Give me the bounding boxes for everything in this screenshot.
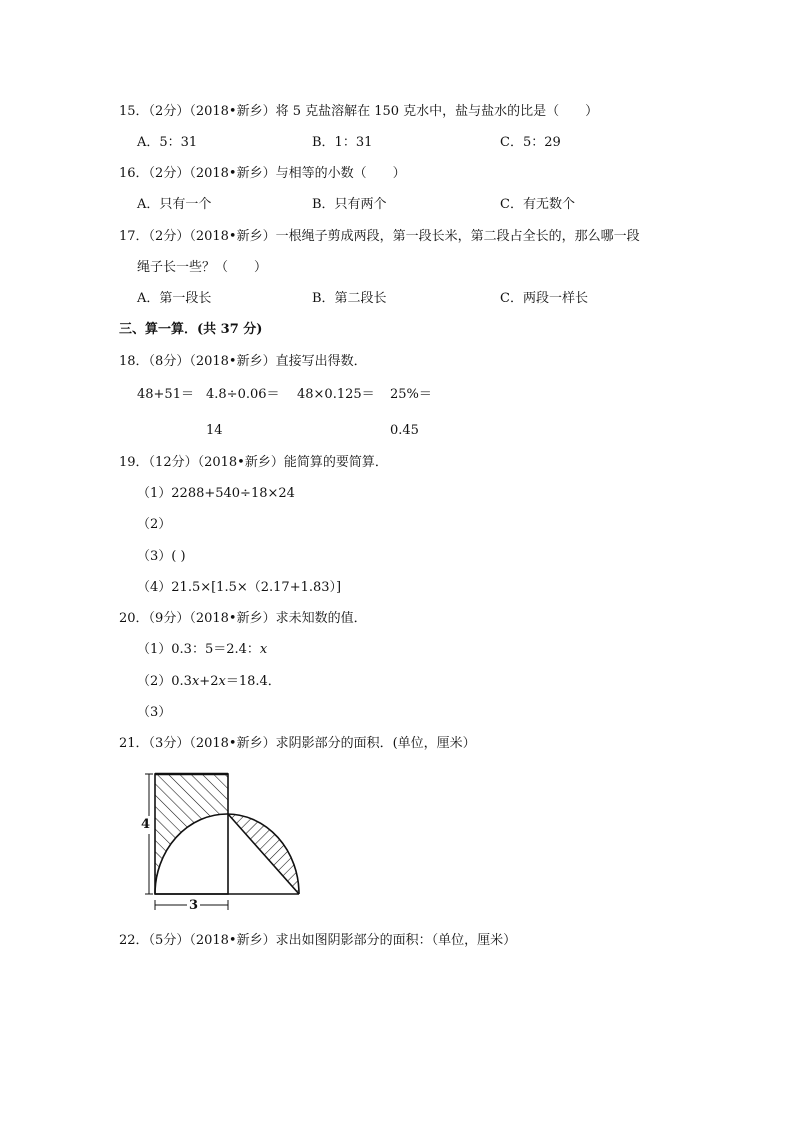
- q21-label-height: 4: [141, 817, 151, 832]
- q17-option-c: C．两段一样长: [500, 291, 588, 306]
- q15-option-b: B．1：31: [312, 135, 373, 150]
- question-20: 20．（9分）（2018•新乡）求未知数的值．: [119, 611, 367, 626]
- q21-shaded-left: [155, 774, 228, 894]
- question-18: 18．（8分）（2018•新乡）直接写出得数．: [119, 354, 367, 369]
- section-3-heading: 三、算一算．(共 37 分): [119, 322, 263, 337]
- question-19: 19．（12分）（2018•新乡）能简算的要简算．: [119, 455, 388, 470]
- q18-expr-2: 4.8÷0.06＝: [206, 387, 280, 402]
- q16-option-a: A．只有一个: [137, 197, 212, 212]
- q18-expr-5: 14: [206, 423, 223, 438]
- q20-item-3: （3）: [137, 705, 172, 720]
- question-16: 16．（2分）（2018•新乡）与相等的小数（ ）: [119, 166, 406, 181]
- q16-option-b: B．只有两个: [312, 197, 387, 212]
- q16-option-c: C．有无数个: [500, 197, 575, 212]
- q19-item-1: （1）2288+540÷18×24: [137, 486, 295, 501]
- q19-item-2: （2）: [137, 517, 172, 532]
- question-17-line2: 绳子长一些？（ ）: [137, 260, 268, 275]
- q18-expr-3: 48×0.125＝: [297, 387, 375, 402]
- q18-expr-1: 48+51＝: [137, 387, 194, 402]
- q15-option-c: C．5：29: [500, 135, 561, 150]
- question-17-line1: 17．（2分）（2018•新乡）一根绳子剪成两段，第一段长米，第二段占全长的，那么哪一段: [119, 229, 640, 244]
- q21-figure: [136, 765, 316, 915]
- q18-expr-4: 25%＝: [390, 387, 432, 402]
- q18-expr-6: 0.45: [390, 423, 419, 438]
- q17-option-a: A．第一段长: [137, 291, 212, 306]
- q17-option-b: B．第二段长: [312, 291, 387, 306]
- question-15: 15．（2分）（2018•新乡）将 5 克盐溶解在 150 克水中，盐与盐水的比是（ ）: [119, 104, 599, 119]
- q21-label-width: 3: [189, 898, 199, 913]
- q20-item-2: （2）0.3x+2x＝18.4．: [137, 674, 281, 689]
- question-22: 22．（5分）（2018•新乡）求出如图阴影部分的面积：（单位，厘米）: [119, 933, 517, 948]
- q19-item-4: （4）21.5×[1.5×（2.17+1.83）]: [137, 580, 342, 595]
- question-21: 21．（3分）（2018•新乡）求阴影部分的面积．(单位，厘米）: [119, 736, 476, 751]
- q19-item-3: （3）( ): [137, 549, 186, 564]
- q20-item-1: （1）0.3：5＝2.4：x: [137, 642, 268, 657]
- q15-option-a: A．5：31: [137, 135, 198, 150]
